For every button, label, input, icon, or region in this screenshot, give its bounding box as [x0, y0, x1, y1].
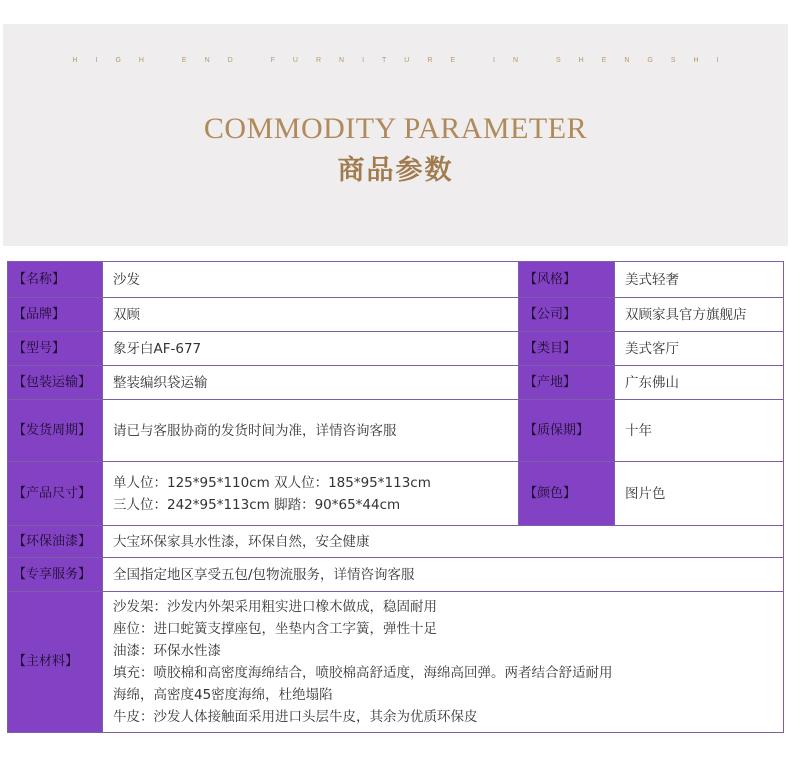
value-materials: [103, 592, 784, 733]
header-banner: [3, 24, 788, 246]
table-row: [8, 558, 784, 592]
label-paint: 【环保油漆】: [8, 526, 103, 558]
label-category: 【类目】: [519, 332, 615, 366]
table-row: [8, 462, 784, 526]
label-dimensions: 【产品尺寸】: [8, 462, 103, 526]
table-row: [8, 400, 784, 462]
label-color: 【颜色】: [519, 462, 615, 526]
value-color: 图片色: [615, 462, 784, 526]
material-line: 座位：进口蛇簧支撑座包，坐垫内含工字簧，弹性十足: [113, 621, 437, 637]
label-packaging: 【包装运输】: [8, 366, 103, 400]
label-materials: 【主材料】: [8, 592, 103, 733]
value-company: 双顾家具官方旗舰店: [615, 298, 784, 332]
label-delivery-cycle: 【发货周期】: [8, 400, 103, 462]
title-english: COMMODITY PARAMETER: [203, 112, 588, 145]
table-row: [8, 332, 784, 366]
parameter-table: [7, 261, 784, 733]
tagline: HIGH END FURNITURE IN SHENGSHI: [72, 57, 737, 64]
label-origin: 【产地】: [519, 366, 615, 400]
label-name: 【名称】: [8, 262, 103, 298]
dimensions-line: 三人位：242*95*113cm 脚踏：90*65*44cm: [113, 496, 401, 513]
value-style: 美式轻奢: [615, 262, 784, 298]
label-company: 【公司】: [519, 298, 615, 332]
value-dimensions: [103, 462, 519, 526]
value-name: 沙发: [103, 262, 519, 298]
value-origin: 广东佛山: [615, 366, 784, 400]
value-delivery-cycle: 请已与客服协商的发货时间为准，详情咨询客服: [103, 400, 519, 462]
table-row: [8, 366, 784, 400]
table-row: [8, 526, 784, 558]
material-line: 沙发架：沙发内外架采用粗实进口橡木做成，稳固耐用: [113, 599, 437, 615]
table-row: [8, 262, 784, 298]
material-line: 海绵，高密度45密度海绵，杜绝塌陷: [113, 687, 333, 703]
label-service: 【专享服务】: [8, 558, 103, 592]
value-brand: 双顾: [103, 298, 519, 332]
value-paint: 大宝环保家具水性漆，环保自然，安全健康: [103, 526, 784, 558]
material-line: 油漆：环保水性漆: [113, 643, 221, 659]
material-line: 牛皮：沙发人体接触面采用进口头层牛皮，其余为优质环保皮: [113, 709, 478, 725]
value-packaging: 整装编织袋运输: [103, 366, 519, 400]
table-row: [8, 592, 784, 733]
value-warranty: 十年: [615, 400, 784, 462]
value-category: 美式客厅: [615, 332, 784, 366]
label-model: 【型号】: [8, 332, 103, 366]
label-brand: 【品牌】: [8, 298, 103, 332]
title-chinese: 商品参数: [337, 155, 454, 186]
material-line: 填充：喷胶棉和高密度海绵结合，喷胶棉高舒适度，海绵高回弹。两者结合舒适耐用: [113, 665, 613, 681]
dimensions-line: 单人位：125*95*110cm 双人位：185*95*113cm: [113, 474, 431, 491]
value-service: 全国指定地区享受五包/包物流服务，详情咨询客服: [103, 558, 784, 592]
label-warranty: 【质保期】: [519, 400, 615, 462]
table-row: [8, 298, 784, 332]
value-model: 象牙白AF-677: [103, 332, 519, 366]
label-style: 【风格】: [519, 262, 615, 298]
